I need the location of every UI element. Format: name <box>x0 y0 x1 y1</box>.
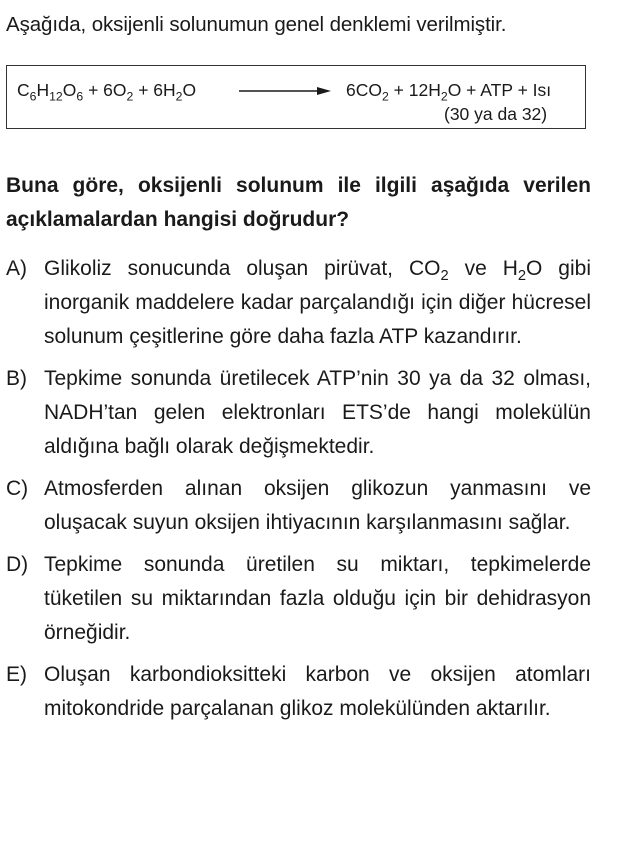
option-text: Atmosferden alınan oksijen glikozun yanmasını ve oluşacak suyun oksijen ihtiyacının karşılanmasını sağlar. <box>44 477 591 534</box>
option-b[interactable] <box>6 362 591 464</box>
subscript: 2 <box>126 89 134 104</box>
answer-options <box>6 252 591 734</box>
subscript: 6 <box>76 89 84 104</box>
option-text: Tepkime sonunda üretilen su miktarı, tepkimelerde tüketilen su miktarından fazla olduğu için bir dehidrasyon örneğidir. <box>44 553 591 644</box>
option-letter: D) <box>6 553 29 576</box>
intro-text: Aşağıda, oksijenli solunumun genel denklemi verilmiştir. <box>6 13 507 36</box>
equation-box <box>6 65 586 129</box>
question-text: Buna göre, oksijenli solunum ile ilgili aşağıda verilen açıklamalardan hangisi doğrudur? <box>6 174 591 231</box>
subscript: 2 <box>175 89 183 104</box>
subscript: 2 <box>440 89 448 104</box>
subscript: 2 <box>517 268 527 285</box>
option-text: Tepkime sonunda üretilecek ATP’nin 30 ya da 32 olması, NADH’tan gelen elektronları ETS’de hangi molekülün aldığına bağlı olarak değişmektedir. <box>44 367 591 458</box>
atp-yield-note: (30 ya da 32) <box>444 104 548 124</box>
option-e[interactable] <box>6 658 591 726</box>
option-text: Glikoliz sonucunda oluşan pirüvat, $CO_2$ ve $H_2O$ gibi inorganik maddelere kadar parçalandığı için diğer hücresel solunum çeşitlerine göre daha fazla ATP kazandırır. <box>44 257 591 348</box>
option-letter: C) <box>6 477 29 500</box>
option-letter: E) <box>6 663 27 686</box>
equation-reactants: $C_6H_{12}O_6 + 6O_2 + 6H_2O$ <box>17 80 197 104</box>
option-letter: B) <box>6 367 27 390</box>
option-a[interactable] <box>6 252 591 354</box>
option-letter: A) <box>6 257 27 280</box>
subscript: 2 <box>381 89 389 104</box>
equation-products: $6CO_2 + 12H_2O$ + ATP + Isı <box>346 80 552 104</box>
subscript: 12 <box>49 89 63 104</box>
reaction-arrow-icon <box>239 86 331 96</box>
option-d[interactable] <box>6 548 591 650</box>
subscript: 6 <box>29 89 37 104</box>
option-text: Oluşan karbondioksitteki karbon ve oksijen atomları mitokondride parçalanan glikoz molekülünden aktarılır. <box>44 663 591 720</box>
option-c[interactable] <box>6 472 591 540</box>
subscript: 2 <box>440 268 449 285</box>
